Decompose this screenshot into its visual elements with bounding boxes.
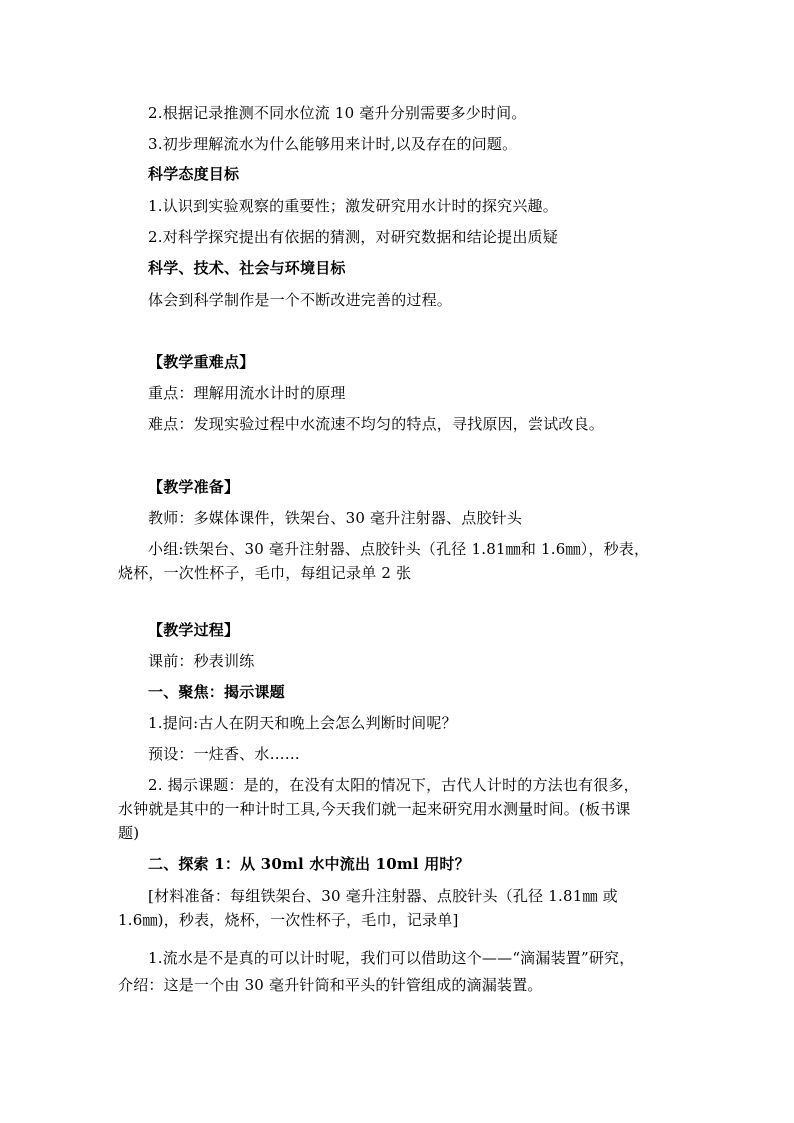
section-heading-process: 【教学过程】: [148, 621, 240, 639]
reveal-topic-line-3: 题): [118, 824, 140, 842]
attitude-line-2: 2.对科学探究提出有依据的猜测，对研究数据和结论提出质疑: [148, 228, 558, 246]
pre-class-line: 课前：秒表训练: [148, 652, 255, 670]
key-point-line: 重点：理解用流水计时的原理: [148, 384, 346, 402]
section-heading-preparation: 【教学准备】: [148, 478, 240, 496]
section-heading-key-points: 【教学重难点】: [148, 353, 255, 371]
part-2-heading: 二、探索 1：从 30ml 水中流出 10ml 用时？: [148, 855, 470, 873]
preset-line: 预设：一炷香、水……: [148, 745, 301, 763]
teacher-prep-line: 教师：多媒体课件，铁架台、30 毫升注射器、点胶针头: [148, 509, 523, 527]
part-1-heading: 一、聚焦：揭示课题: [148, 683, 285, 701]
objective-line-2: 2.根据记录推测不同水位流 10 毫升分别需要多少时间。: [148, 104, 527, 122]
materials-line-1: [材料准备：每组铁架台、30 毫升注射器、点胶针头（孔径 1.81㎜ 或: [148, 887, 618, 905]
difficulty-line: 难点：发现实验过程中水流速不均匀的特点，寻找原因，尝试改良。: [148, 415, 605, 433]
group-prep-line-2: 烧杯，一次性杯子，毛巾，每组记录单 2 张: [118, 564, 412, 582]
question-line: 1.提问:古人在阴天和晚上会怎么判断时间呢？: [148, 714, 457, 732]
section-heading-stse: 科学、技术、社会与环境目标: [148, 259, 346, 277]
explore-line-1: 1.流水是不是真的可以计时呢，我们可以借助这个——“滴漏装置”研究，: [148, 949, 635, 967]
explore-line-2: 介绍：这是一个由 30 毫升针筒和平头的针管组成的滴漏装置。: [118, 976, 543, 994]
group-prep-line-1: 小组:铁架台、30 毫升注射器、点胶针头（孔径 1.81㎜和 1.6㎜），秒表，: [148, 540, 650, 558]
materials-line-2: 1.6㎜)，秒表，烧杯，一次性杯子，毛巾，记录单]: [118, 911, 459, 929]
section-heading-attitude: 科学态度目标: [148, 165, 240, 183]
stse-line: 体会到科学制作是一个不断改进完善的过程。: [148, 291, 453, 309]
objective-line-3: 3.初步理解流水为什么能够用来计时,以及存在的问题。: [148, 135, 518, 153]
reveal-topic-line-1: 2. 揭示课题：是的，在没有太阳的情况下，古代人计时的方法也有很多，: [148, 776, 639, 794]
attitude-line-1: 1.认识到实验观察的重要性；激发研究用水计时的探究兴趣。: [148, 197, 558, 215]
reveal-topic-line-2: 水钟就是其中的一种计时工具,今天我们就一起来研究用水测量时间。(板书课: [118, 800, 631, 818]
